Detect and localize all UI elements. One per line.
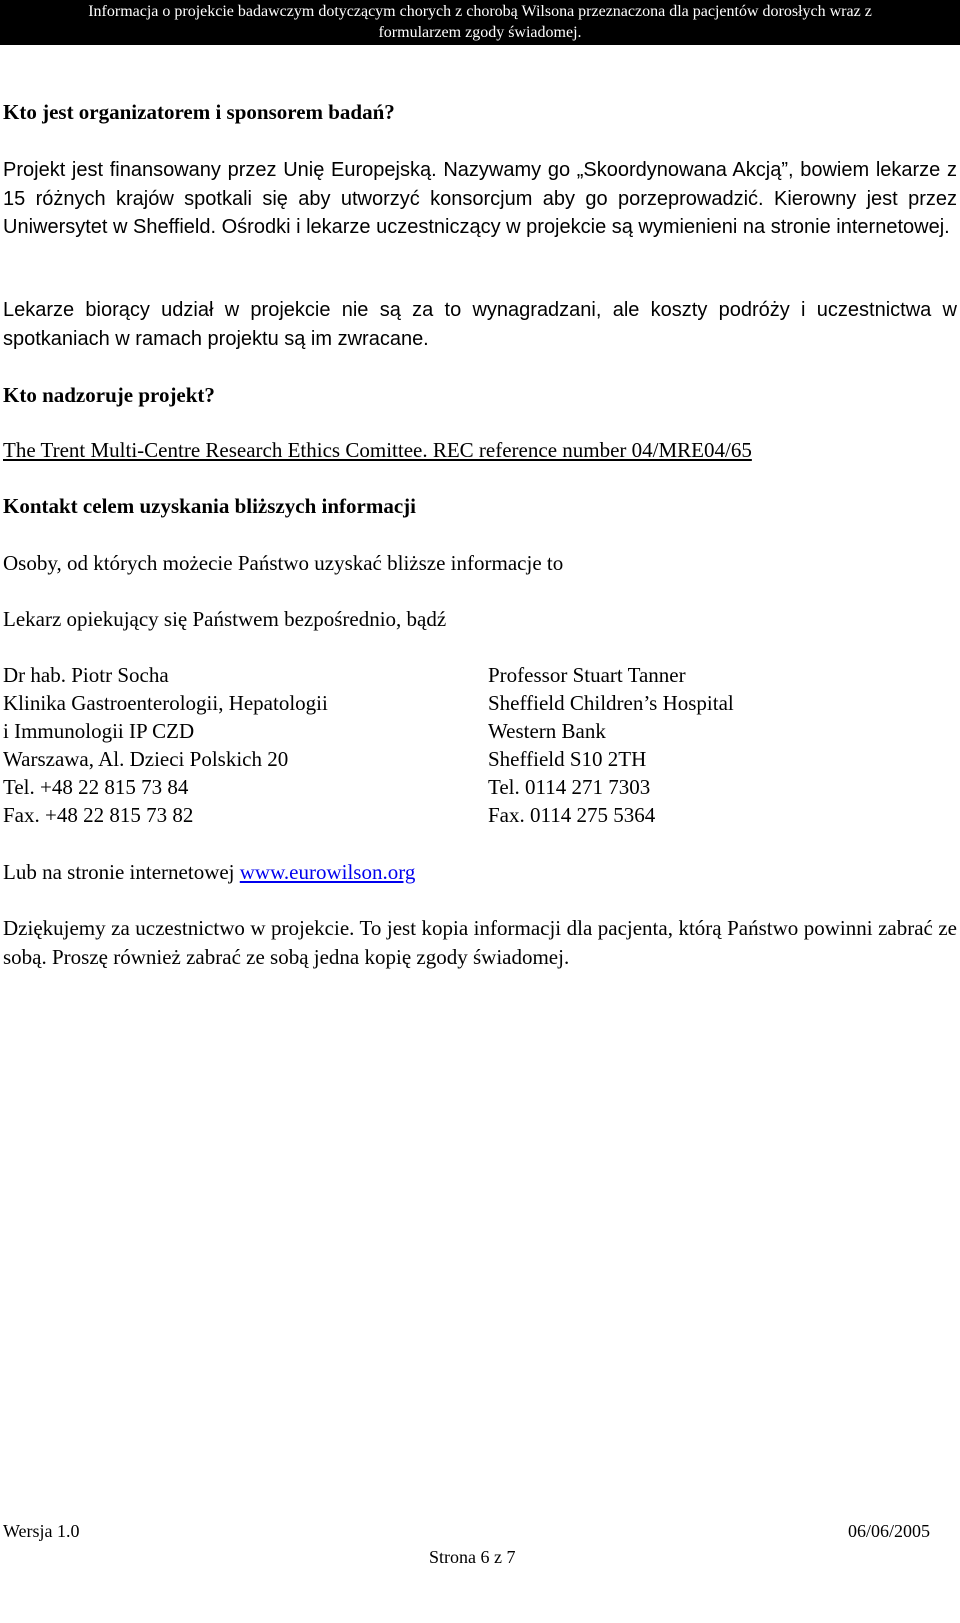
oversight-committee-text: The Trent Multi-Centre Research Ethics Comittee. REC reference number 04/MRE04/65 [3,438,752,462]
sponsor-paragraph-2: Lekarze biorący udział w projekcie nie są za to wynagradzani, ale koszty podróży i uczestnictwa w spotkaniach w ramach projektu są im zwracane. [3,299,957,350]
website-prefix: Lub na stronie internetowej [3,860,240,884]
footer-page-number: Strona 6 z 7 [429,1547,516,1567]
contact-left-fax: Fax. +48 22 815 73 82 [3,803,194,827]
header-title-line-2: formularzem zgody świadomej. [378,24,582,41]
sponsor-heading: Kto jest organizatorem i sponsorem badań? [3,100,395,124]
contact-intro: Osoby, od których możecie Państwo uzyskać bliższe informacje to [3,551,564,575]
contact-heading: Kontakt celem uzyskania bliższych informacji [3,494,416,518]
sponsor-paragraph-1: Projekt jest finansowany przez Unię Europejską. Nazywamy go „Skoordynowana Akcją”, bowiem lekarze z 15 różnych krajów spotkali się aby utworzyć konsorcjum aby go porzeprowadzić. Kierowny jest przez Uniwersytet w Sheffield. Ośrodki i lekarze uczestniczący w projekcie są wymienieni na stronie internetowej. [3,159,957,238]
contact-left-phone: Tel. +48 22 815 73 84 [3,775,189,799]
oversight-heading: Kto nadzoruje projekt? [3,383,215,407]
eurowilson-link[interactable]: www.eurowilson.org [239,860,416,884]
footer-version: Wersja 1.0 [3,1521,80,1541]
contact-right-fax: Fax. 0114 275 5364 [488,803,656,827]
contact-doctor-line: Lekarz opiekujący się Państwem bezpośrednio, bądź [3,607,447,631]
contact-right-street: Western Bank [488,719,606,743]
header-title-line-1: Informacja o projekcie badawczym dotyczącym chorych z chorobą Wilsona przeznaczona dla pacjentów dorosłych wraz z [88,3,872,20]
contact-left-institute: i Immunologii IP CZD [3,719,195,743]
contact-left-address: Warszawa, Al. Dzieci Polskich 20 [3,747,289,771]
contact-left-name: Dr hab. Piotr Socha [3,663,169,687]
contact-right-phone: Tel. 0114 271 7303 [488,775,651,799]
closing-paragraph: Dziękujemy za uczestnictwo w projekcie. To jest kopia informacji dla pacjenta, którą Państwo powinni zabrać ze sobą. Proszę również zabrać ze sobą jedna kopię zgody świadomej. [3,916,957,969]
contact-right-city: Sheffield S10 2TH [488,747,647,771]
contact-right-hospital: Sheffield Children’s Hospital [488,691,734,715]
website-line [3,858,415,887]
contact-left-clinic: Klinika Gastroenterologii, Hepatologii [3,691,328,715]
contact-right-name: Professor Stuart Tanner [488,663,686,687]
footer-date: 06/06/2005 [847,1521,930,1541]
document-header [0,0,960,45]
